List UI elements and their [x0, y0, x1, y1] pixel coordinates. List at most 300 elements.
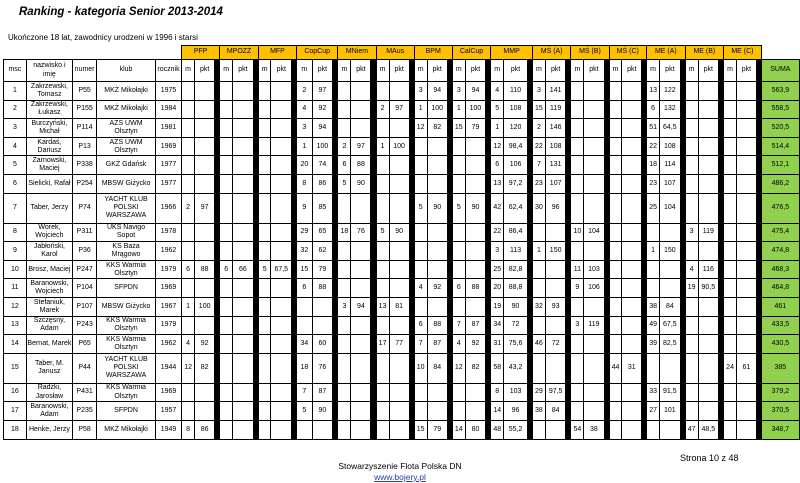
- club-cell: GKŻ Gdańsk: [97, 156, 156, 175]
- result-pkt-cell: [622, 119, 642, 138]
- result-pkt-cell: [465, 402, 485, 421]
- result-m-cell: [609, 193, 622, 223]
- result-pkt-cell: [545, 223, 566, 242]
- result-pkt-cell: 97,5: [545, 383, 566, 402]
- result-m-cell: [685, 82, 698, 101]
- result-pkt-cell: [698, 119, 719, 138]
- result-pkt-cell: [233, 297, 253, 316]
- result-pkt-cell: [271, 137, 292, 156]
- table-row: [4, 335, 800, 354]
- result-m-cell: [376, 353, 389, 383]
- number-cell: P104: [73, 279, 97, 298]
- result-pkt-cell: 88,8: [504, 279, 528, 298]
- sum-cell: 520,5: [761, 119, 799, 138]
- result-pkt-cell: [389, 260, 409, 279]
- result-pkt-cell: [584, 297, 604, 316]
- result-m-cell: 29: [297, 223, 313, 242]
- rank-cell: 13: [4, 316, 27, 335]
- name-cell: Kardaś, Dariusz: [26, 137, 72, 156]
- result-pkt-cell: [271, 82, 292, 101]
- result-pkt-cell: 120: [504, 119, 528, 138]
- result-m-cell: 19: [685, 279, 698, 298]
- result-m-cell: [338, 420, 351, 439]
- result-pkt-cell: 79: [427, 420, 447, 439]
- number-cell: P431: [73, 383, 97, 402]
- result-m-cell: [414, 174, 427, 193]
- result-pkt-cell: [427, 383, 447, 402]
- result-pkt-cell: 103: [584, 260, 604, 279]
- result-m-cell: [647, 420, 660, 439]
- result-m-cell: [609, 260, 622, 279]
- competition-header: MŚ (A): [532, 46, 570, 60]
- result-pkt-cell: [737, 297, 757, 316]
- result-m-cell: 8: [491, 383, 504, 402]
- result-pkt-cell: 67,5: [660, 316, 681, 335]
- column-m: m: [220, 60, 233, 82]
- result-m-cell: [571, 193, 584, 223]
- column-name: nazwisko i imię: [26, 60, 72, 82]
- result-m-cell: [220, 279, 233, 298]
- result-m-cell: 5: [258, 260, 271, 279]
- result-pkt-cell: [465, 174, 485, 193]
- rank-cell: 11: [4, 279, 27, 298]
- result-pkt-cell: [427, 137, 447, 156]
- result-pkt-cell: 106: [504, 156, 528, 175]
- result-pkt-cell: [271, 279, 292, 298]
- number-cell: P13: [73, 137, 97, 156]
- result-pkt-cell: [465, 383, 485, 402]
- result-m-cell: [532, 316, 545, 335]
- result-m-cell: 6: [182, 260, 195, 279]
- name-cell: Radzki, Jarosław: [26, 383, 72, 402]
- result-pkt-cell: [233, 100, 253, 119]
- result-m-cell: 6: [297, 279, 313, 298]
- club-cell: MKŻ Mikołajki: [97, 100, 156, 119]
- result-m-cell: [338, 402, 351, 421]
- result-m-cell: [414, 402, 427, 421]
- column-suma: SUMA: [761, 60, 799, 82]
- result-pkt-cell: [737, 383, 757, 402]
- result-pkt-cell: [622, 223, 642, 242]
- table-row: [4, 316, 800, 335]
- result-m-cell: 5: [414, 193, 427, 223]
- result-pkt-cell: [351, 82, 371, 101]
- result-pkt-cell: [698, 316, 719, 335]
- result-pkt-cell: [622, 193, 642, 223]
- result-pkt-cell: 90: [312, 402, 332, 421]
- result-m-cell: [414, 156, 427, 175]
- result-m-cell: [609, 402, 622, 421]
- result-m-cell: [724, 402, 737, 421]
- result-m-cell: 1: [452, 100, 465, 119]
- result-m-cell: [609, 335, 622, 354]
- result-pkt-cell: [737, 402, 757, 421]
- result-pkt-cell: [584, 156, 604, 175]
- website-link[interactable]: www.bojery.pl: [374, 472, 426, 482]
- result-pkt-cell: [737, 279, 757, 298]
- result-pkt-cell: 104: [660, 193, 681, 223]
- result-pkt-cell: [584, 242, 604, 261]
- result-pkt-cell: [737, 420, 757, 439]
- result-m-cell: 1: [647, 242, 660, 261]
- result-m-cell: [182, 100, 195, 119]
- result-pkt-cell: [389, 402, 409, 421]
- result-pkt-cell: [389, 119, 409, 138]
- result-pkt-cell: [271, 383, 292, 402]
- result-m-cell: [338, 383, 351, 402]
- result-m-cell: [724, 297, 737, 316]
- result-m-cell: 4: [685, 260, 698, 279]
- year-cell: 1979: [155, 260, 181, 279]
- column-msc: msc: [4, 60, 27, 82]
- result-pkt-cell: 119: [584, 316, 604, 335]
- result-m-cell: [258, 420, 271, 439]
- result-m-cell: [571, 174, 584, 193]
- column-pkt: pkt: [465, 60, 485, 82]
- result-m-cell: [647, 223, 660, 242]
- result-m-cell: [338, 279, 351, 298]
- result-m-cell: 15: [532, 100, 545, 119]
- result-pkt-cell: [622, 242, 642, 261]
- result-m-cell: [376, 193, 389, 223]
- result-m-cell: 9: [297, 193, 313, 223]
- result-pkt-cell: 60: [312, 335, 332, 354]
- rank-cell: 17: [4, 402, 27, 421]
- result-m-cell: 38: [532, 402, 545, 421]
- result-m-cell: [571, 82, 584, 101]
- result-pkt-cell: [195, 100, 215, 119]
- result-pkt-cell: 80: [465, 420, 485, 439]
- result-pkt-cell: 82: [427, 119, 447, 138]
- result-pkt-cell: [233, 242, 253, 261]
- result-pkt-cell: [660, 260, 681, 279]
- result-pkt-cell: [545, 260, 566, 279]
- result-m-cell: [182, 137, 195, 156]
- result-m-cell: 1: [182, 297, 195, 316]
- result-m-cell: [532, 420, 545, 439]
- result-m-cell: [571, 156, 584, 175]
- result-pkt-cell: [389, 316, 409, 335]
- result-pkt-cell: [195, 174, 215, 193]
- result-m-cell: [724, 420, 737, 439]
- year-cell: 1979: [155, 316, 181, 335]
- result-pkt-cell: [737, 335, 757, 354]
- result-m-cell: 1: [491, 119, 504, 138]
- result-pkt-cell: [584, 174, 604, 193]
- result-pkt-cell: 43,2: [504, 353, 528, 383]
- column-m: m: [647, 60, 660, 82]
- result-pkt-cell: 72: [504, 316, 528, 335]
- result-pkt-cell: [427, 260, 447, 279]
- result-pkt-cell: [622, 137, 642, 156]
- result-m-cell: [532, 260, 545, 279]
- competition-header: MAus: [376, 46, 414, 60]
- result-pkt-cell: [233, 353, 253, 383]
- result-m-cell: [258, 316, 271, 335]
- result-pkt-cell: [271, 353, 292, 383]
- competition-header: MMP: [491, 46, 533, 60]
- result-m-cell: 6: [220, 260, 233, 279]
- column-m: m: [724, 60, 737, 82]
- result-pkt-cell: 119: [698, 223, 719, 242]
- name-cell: Stefaniuk, Marek: [26, 297, 72, 316]
- result-pkt-cell: 100: [465, 100, 485, 119]
- result-m-cell: [685, 119, 698, 138]
- name-cell: Taber, Jerzy: [26, 193, 72, 223]
- result-m-cell: [685, 193, 698, 223]
- result-m-cell: [452, 260, 465, 279]
- result-m-cell: 47: [685, 420, 698, 439]
- number-cell: P36: [73, 242, 97, 261]
- number-cell: P247: [73, 260, 97, 279]
- result-pkt-cell: [698, 174, 719, 193]
- number-cell: P311: [73, 223, 97, 242]
- result-m-cell: [571, 100, 584, 119]
- result-pkt-cell: [465, 223, 485, 242]
- result-m-cell: 2: [338, 137, 351, 156]
- result-m-cell: 19: [491, 297, 504, 316]
- result-m-cell: 7: [414, 335, 427, 354]
- result-pkt-cell: [737, 119, 757, 138]
- result-pkt-cell: 87: [465, 316, 485, 335]
- result-m-cell: [571, 242, 584, 261]
- result-pkt-cell: [465, 137, 485, 156]
- result-pkt-cell: 116: [698, 260, 719, 279]
- result-m-cell: 3: [571, 316, 584, 335]
- result-pkt-cell: 90: [465, 193, 485, 223]
- result-pkt-cell: 104: [584, 223, 604, 242]
- result-pkt-cell: 75,6: [504, 335, 528, 354]
- result-m-cell: [647, 279, 660, 298]
- table-row: [4, 402, 800, 421]
- year-cell: 1962: [155, 335, 181, 354]
- result-m-cell: [571, 297, 584, 316]
- result-m-cell: [685, 137, 698, 156]
- result-pkt-cell: [312, 420, 332, 439]
- result-m-cell: [338, 316, 351, 335]
- result-pkt-cell: 131: [545, 156, 566, 175]
- result-pkt-cell: [465, 297, 485, 316]
- result-pkt-cell: 67,5: [271, 260, 292, 279]
- result-m-cell: 18: [647, 156, 660, 175]
- result-pkt-cell: 132: [660, 100, 681, 119]
- competition-header: MNiem: [338, 46, 376, 60]
- result-m-cell: 11: [571, 260, 584, 279]
- result-m-cell: 33: [647, 383, 660, 402]
- number-cell: P114: [73, 119, 97, 138]
- result-m-cell: 13: [491, 174, 504, 193]
- result-pkt-cell: 82: [465, 353, 485, 383]
- result-m-cell: [571, 383, 584, 402]
- result-pkt-cell: 84: [545, 402, 566, 421]
- result-pkt-cell: [271, 156, 292, 175]
- result-m-cell: [724, 119, 737, 138]
- result-pkt-cell: [737, 223, 757, 242]
- name-cell: Baranowski, Adam: [26, 402, 72, 421]
- result-pkt-cell: [698, 402, 719, 421]
- result-pkt-cell: [233, 174, 253, 193]
- result-pkt-cell: [233, 383, 253, 402]
- result-m-cell: [220, 156, 233, 175]
- result-m-cell: [258, 100, 271, 119]
- result-m-cell: [220, 420, 233, 439]
- result-m-cell: 23: [647, 174, 660, 193]
- rank-cell: 1: [4, 82, 27, 101]
- result-pkt-cell: 76: [351, 223, 371, 242]
- rank-cell: 10: [4, 260, 27, 279]
- result-pkt-cell: 90: [351, 174, 371, 193]
- result-pkt-cell: [465, 260, 485, 279]
- result-m-cell: [376, 156, 389, 175]
- result-m-cell: 10: [571, 223, 584, 242]
- result-pkt-cell: 88: [312, 279, 332, 298]
- result-m-cell: [220, 193, 233, 223]
- result-pkt-cell: 92: [465, 335, 485, 354]
- result-pkt-cell: [427, 242, 447, 261]
- result-m-cell: [609, 420, 622, 439]
- result-m-cell: [182, 156, 195, 175]
- number-cell: P55: [73, 82, 97, 101]
- result-pkt-cell: [584, 100, 604, 119]
- year-cell: 1969: [155, 137, 181, 156]
- result-pkt-cell: 61: [737, 353, 757, 383]
- result-pkt-cell: 94: [312, 119, 332, 138]
- result-pkt-cell: 55,2: [504, 420, 528, 439]
- result-pkt-cell: [195, 119, 215, 138]
- number-cell: P58: [73, 420, 97, 439]
- result-m-cell: [609, 279, 622, 298]
- result-pkt-cell: [737, 260, 757, 279]
- result-pkt-cell: 72: [545, 335, 566, 354]
- result-m-cell: 3: [414, 82, 427, 101]
- result-m-cell: 22: [532, 137, 545, 156]
- result-pkt-cell: 97: [351, 137, 371, 156]
- table-row: [4, 353, 800, 383]
- result-pkt-cell: [389, 82, 409, 101]
- result-m-cell: [182, 279, 195, 298]
- result-pkt-cell: [312, 297, 332, 316]
- result-m-cell: [609, 82, 622, 101]
- result-pkt-cell: [233, 420, 253, 439]
- result-m-cell: 22: [647, 137, 660, 156]
- result-m-cell: [376, 174, 389, 193]
- club-cell: KKS Warmia Olsztyn: [97, 383, 156, 402]
- result-pkt-cell: 87: [312, 383, 332, 402]
- result-m-cell: 12: [182, 353, 195, 383]
- club-cell: UKS Navigo Sopot: [97, 223, 156, 242]
- number-cell: P107: [73, 297, 97, 316]
- result-m-cell: 2: [182, 193, 195, 223]
- column-m: m: [258, 60, 271, 82]
- result-pkt-cell: 96: [504, 402, 528, 421]
- number-cell: P338: [73, 156, 97, 175]
- result-pkt-cell: [622, 402, 642, 421]
- result-pkt-cell: 150: [545, 242, 566, 261]
- result-pkt-cell: [271, 402, 292, 421]
- name-cell: Żarnowski, Maciej: [26, 156, 72, 175]
- page-number: Strona 10 z 48: [680, 453, 739, 463]
- result-pkt-cell: 84: [427, 353, 447, 383]
- result-m-cell: 34: [491, 316, 504, 335]
- name-cell: Zakrzewski, Łukasz: [26, 100, 72, 119]
- result-pkt-cell: [698, 82, 719, 101]
- result-pkt-cell: [389, 383, 409, 402]
- column-pkt: pkt: [351, 60, 371, 82]
- result-m-cell: [685, 335, 698, 354]
- result-m-cell: [609, 316, 622, 335]
- table-row: [4, 223, 800, 242]
- rank-cell: 14: [4, 335, 27, 354]
- result-m-cell: [220, 402, 233, 421]
- result-m-cell: 5: [491, 100, 504, 119]
- result-m-cell: 6: [414, 316, 427, 335]
- result-pkt-cell: [427, 402, 447, 421]
- result-m-cell: [376, 316, 389, 335]
- result-pkt-cell: [271, 193, 292, 223]
- result-pkt-cell: [622, 100, 642, 119]
- result-pkt-cell: 94: [427, 82, 447, 101]
- result-pkt-cell: [660, 279, 681, 298]
- year-cell: 1981: [155, 119, 181, 138]
- name-cell: Sielicki, Rafał: [26, 174, 72, 193]
- result-pkt-cell: [195, 402, 215, 421]
- year-cell: 1949: [155, 420, 181, 439]
- result-m-cell: [414, 223, 427, 242]
- result-pkt-cell: [584, 137, 604, 156]
- result-m-cell: [258, 335, 271, 354]
- result-m-cell: [724, 335, 737, 354]
- result-m-cell: 2: [297, 82, 313, 101]
- result-pkt-cell: [584, 402, 604, 421]
- result-pkt-cell: [195, 82, 215, 101]
- result-m-cell: [258, 82, 271, 101]
- result-m-cell: 9: [571, 279, 584, 298]
- name-cell: Burczyński, Michał: [26, 119, 72, 138]
- result-pkt-cell: 108: [660, 137, 681, 156]
- result-m-cell: [297, 420, 313, 439]
- result-pkt-cell: [351, 383, 371, 402]
- result-pkt-cell: [195, 316, 215, 335]
- result-pkt-cell: [195, 383, 215, 402]
- result-m-cell: [376, 260, 389, 279]
- result-pkt-cell: 82,5: [660, 335, 681, 354]
- table-row: [4, 193, 800, 223]
- result-pkt-cell: [622, 82, 642, 101]
- result-pkt-cell: 79: [465, 119, 485, 138]
- competition-header: CalCup: [452, 46, 490, 60]
- result-m-cell: 54: [571, 420, 584, 439]
- result-m-cell: [724, 260, 737, 279]
- result-pkt-cell: [698, 335, 719, 354]
- rank-cell: 4: [4, 137, 27, 156]
- result-m-cell: [182, 174, 195, 193]
- result-m-cell: [258, 383, 271, 402]
- result-m-cell: 20: [297, 156, 313, 175]
- result-m-cell: [609, 223, 622, 242]
- result-pkt-cell: 146: [545, 119, 566, 138]
- result-m-cell: 7: [452, 316, 465, 335]
- result-pkt-cell: [271, 316, 292, 335]
- result-m-cell: [724, 242, 737, 261]
- result-pkt-cell: 108: [545, 137, 566, 156]
- result-m-cell: [376, 82, 389, 101]
- column-pkt: pkt: [737, 60, 757, 82]
- result-pkt-cell: [737, 316, 757, 335]
- table-row: [4, 242, 800, 261]
- result-pkt-cell: [584, 353, 604, 383]
- result-m-cell: 31: [491, 335, 504, 354]
- result-pkt-cell: 150: [660, 242, 681, 261]
